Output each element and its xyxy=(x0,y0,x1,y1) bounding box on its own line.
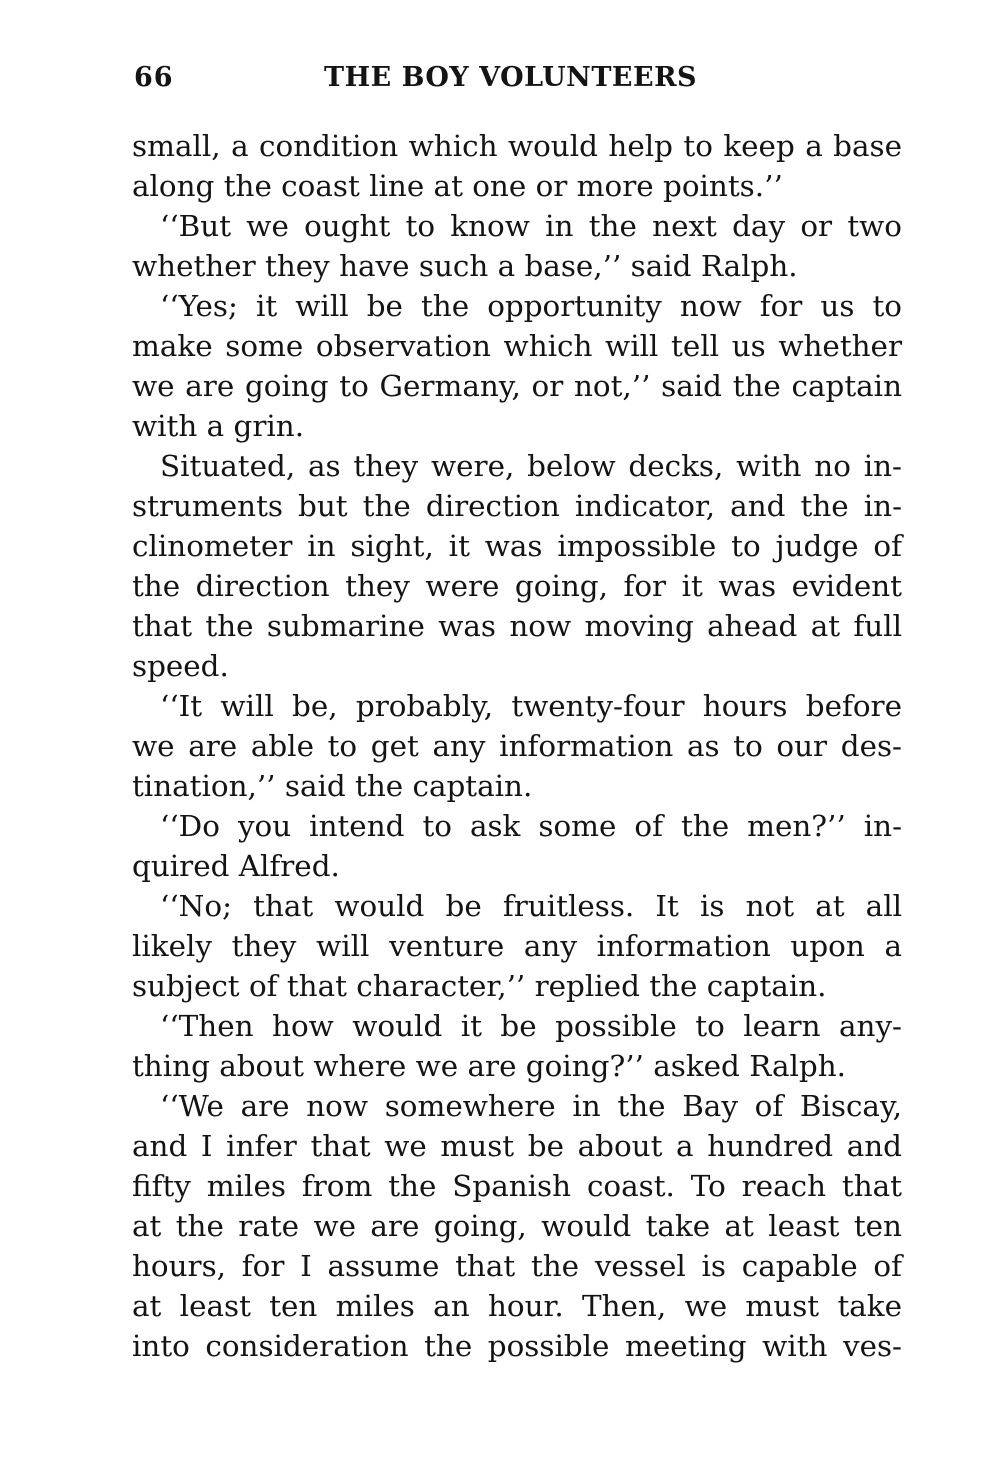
text-line: tination,’’ said the captain. xyxy=(132,769,533,803)
page-header xyxy=(134,62,724,102)
text-line: ‘‘Then how would it be possible to learn any- xyxy=(160,1009,902,1043)
text-line: at the rate we are going, would take at least ten xyxy=(132,1209,902,1243)
text-line: likely they will venture any information upon a xyxy=(132,929,902,963)
text-line: fifty miles from the Spanish coast. To reach that xyxy=(132,1169,902,1203)
text-line: quired Alfred. xyxy=(132,849,340,883)
text-line: the direction they were going, for it was evident xyxy=(132,569,902,603)
page-number: 66 xyxy=(134,62,174,93)
text-line: speed. xyxy=(132,649,229,683)
text-line: make some observation which will tell us whether xyxy=(132,329,902,363)
text-line: ‘‘It will be, probably, twenty-four hours before xyxy=(160,689,902,723)
text-line: thing about where we are going?’’ asked Ralph. xyxy=(132,1049,847,1083)
text-line: along the coast line at one or more points.’’ xyxy=(132,169,783,203)
text-line: subject of that character,’’ replied the captain. xyxy=(132,969,827,1003)
text-line: ‘‘No; that would be fruitless. It is not at all xyxy=(160,889,902,923)
text-line: ‘‘We are now somewhere in the Bay of Biscay, xyxy=(160,1089,902,1123)
running-title: THE BOY VOLUNTEERS xyxy=(324,62,698,93)
text-line: clinometer in sight, it was impossible to judge of xyxy=(132,529,902,563)
text-line: into consideration the possible meeting with ves- xyxy=(132,1329,902,1363)
text-line: with a grin. xyxy=(132,409,305,443)
text-line: we are able to get any information as to our des- xyxy=(132,729,902,763)
text-line: hours, for I assume that the vessel is capable of xyxy=(132,1249,902,1283)
text-line: ‘‘Yes; it will be the opportunity now for us to xyxy=(160,289,902,323)
text-line: we are going to Germany, or not,’’ said the captain xyxy=(132,369,902,403)
body-text xyxy=(132,126,902,1366)
text-line: ‘‘But we ought to know in the next day or two xyxy=(160,209,902,243)
text-line: small, a condition which would help to keep a base xyxy=(132,129,902,163)
text-line: ‘‘Do you intend to ask some of the men?’’ in- xyxy=(160,809,902,843)
text-line: and I infer that we must be about a hundred and xyxy=(132,1129,902,1163)
text-line: that the submarine was now moving ahead at full xyxy=(132,609,902,643)
text-line: whether they have such a base,’’ said Ralph. xyxy=(132,249,798,283)
text-line: Situated, as they were, below decks, with no in- xyxy=(160,449,902,483)
text-line: at least ten miles an hour. Then, we must take xyxy=(132,1289,902,1323)
text-line: struments but the direction indicator, and the in- xyxy=(132,489,902,523)
